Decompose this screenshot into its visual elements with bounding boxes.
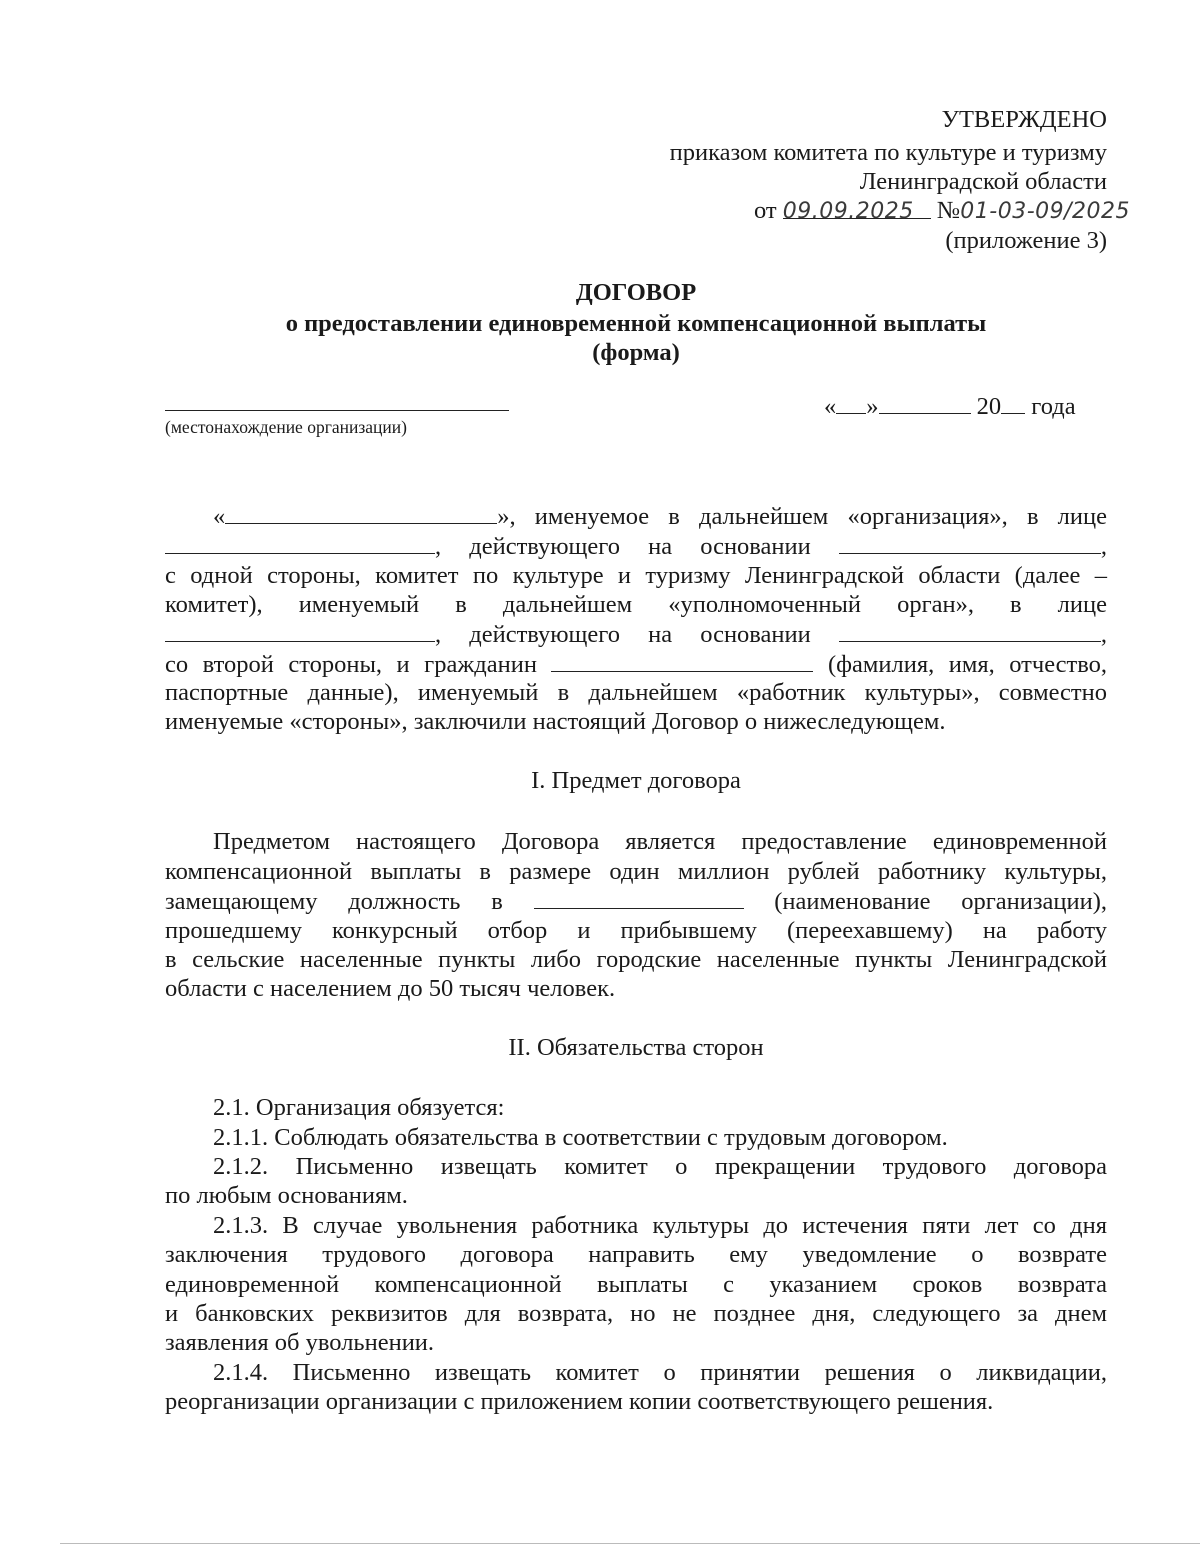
preamble-text-6a: со второй стороны, и гражданин <box>165 651 537 678</box>
clause-2-1-2-line-2: по любым основаниям. <box>165 1182 408 1209</box>
org-open-quote: « <box>213 503 226 530</box>
section-1-line-1: Предметом настоящего Договора является предоставление единовременной <box>213 828 1107 855</box>
section-1-text-3b: (наименование организации), <box>774 888 1108 915</box>
clause-2-1-4-line-1: 2.1.4. Письменно извещать комитет о принятии решения о ликвидации, <box>213 1359 1107 1386</box>
month-blank[interactable] <box>879 391 971 414</box>
day-open-quote: « <box>824 393 837 420</box>
section-1-line-6: области с населением до 50 тысяч человек. <box>165 975 616 1002</box>
preamble-text-1: », именуемое в дальнейшем «организация», в лице <box>497 503 1107 530</box>
organization-name-blank[interactable] <box>534 886 744 909</box>
preamble-line-5 <box>165 619 1107 650</box>
clause-2-1-3-line-1: 2.1.3. В случае увольнения работника культуры до истечения пяти лет со дня <box>213 1212 1107 1239</box>
handwritten-number: 01-03-09/2025 <box>960 199 1131 224</box>
clause-2-1-3-line-3: единовременной компенсационной выплаты с указанием сроков возврата <box>165 1271 1107 1298</box>
preamble-comma-2: , <box>1100 533 1108 560</box>
preamble-text-2: , действующего на основании <box>435 533 811 560</box>
clause-2-1-3-line-2: заключения трудового договора направить ему уведомление о возврате <box>165 1241 1107 1268</box>
committee-basis-blank[interactable] <box>839 619 1101 642</box>
clause-2-1-2-line-1: 2.1.2. Письменно извещать комитет о прекращении трудового договора <box>213 1153 1107 1180</box>
number-prefix: № <box>936 197 961 224</box>
org-basis-blank[interactable] <box>839 531 1101 554</box>
clause-2-1-4-line-2: реорганизации организации с приложением копии соответствующего решения. <box>165 1388 994 1415</box>
handwritten-date: 09.09.2025 <box>783 196 931 219</box>
section-1-text-3a: замещающему должность в <box>165 888 503 915</box>
approval-date-number-line <box>754 195 1131 227</box>
section-2-title: II. Обязательства сторон <box>508 1034 764 1061</box>
preamble-line-4: комитет), именуемый в дальнейшем «уполномоченный орган», в лице <box>165 591 1107 618</box>
preamble-line-7: паспортные данные), именуемый в дальнейшем «работник культуры», совместно <box>165 679 1107 706</box>
preamble-comma-5: , <box>1100 621 1108 648</box>
approval-title: УТВЕРЖДЕНО <box>941 106 1107 133</box>
year-suffix: года <box>1031 393 1076 420</box>
section-1-title: I. Предмет договора <box>531 767 741 794</box>
clause-2-1: 2.1. Организация обязуется: <box>213 1094 505 1121</box>
preamble-line-6 <box>165 649 1107 680</box>
preamble-line-3: с одной стороны, комитет по культуре и туризму Ленинградской области (далее – <box>165 562 1107 589</box>
approval-appendix: (приложение 3) <box>945 227 1107 254</box>
year-blank[interactable] <box>1001 391 1025 414</box>
approval-order-line: приказом комитета по культуре и туризму <box>669 139 1107 166</box>
page-bottom-rule <box>60 1543 1200 1544</box>
date-prefix: от <box>754 197 777 224</box>
section-1-line-4: прошедшему конкурсный отбор и прибывшему (переехавшему) на работу <box>165 917 1107 944</box>
preamble-text-6b: (фамилия, имя, отчество, <box>827 651 1108 678</box>
day-close-quote: » <box>866 393 879 420</box>
location-caption: (местонахождение организации) <box>165 417 407 437</box>
location-blank-line[interactable] <box>165 410 509 411</box>
clause-2-1-3-line-5: заявления об увольнении. <box>165 1329 435 1356</box>
document-title: ДОГОВОР <box>575 279 697 306</box>
preamble-line-1 <box>165 501 1107 532</box>
org-representative-blank[interactable] <box>165 531 435 554</box>
contract-date-line <box>824 391 1076 422</box>
section-1-line-2: компенсационной выплаты в размере один миллион рублей работнику культуры, <box>165 858 1107 885</box>
preamble-line-8: именуемые «стороны», заключили настоящий Договор о нижеследующем. <box>165 708 946 735</box>
year-prefix: 20 <box>976 393 1002 420</box>
section-1-line-5: в сельские населенные пункты либо городские населенные пункты Ленинградской <box>165 946 1107 973</box>
day-blank[interactable] <box>836 391 866 414</box>
document-subtitle: о предоставлении единовременной компенсационной выплаты <box>285 310 987 337</box>
clause-2-1-3-line-4: и банковских реквизитов для возврата, но не позднее дня, следующего за днем <box>165 1300 1107 1327</box>
org-name-blank[interactable] <box>225 501 497 524</box>
form-note: (форма) <box>592 339 680 366</box>
approval-region-line: Ленинградской области <box>859 168 1107 195</box>
preamble-line-2 <box>165 531 1107 562</box>
committee-representative-blank[interactable] <box>165 619 435 642</box>
citizen-blank[interactable] <box>551 649 813 672</box>
clause-2-1-1: 2.1.1. Соблюдать обязательства в соответствии с трудовым договором. <box>213 1124 948 1151</box>
preamble-text-5: , действующего на основании <box>435 621 811 648</box>
section-1-line-3 <box>165 886 1107 917</box>
